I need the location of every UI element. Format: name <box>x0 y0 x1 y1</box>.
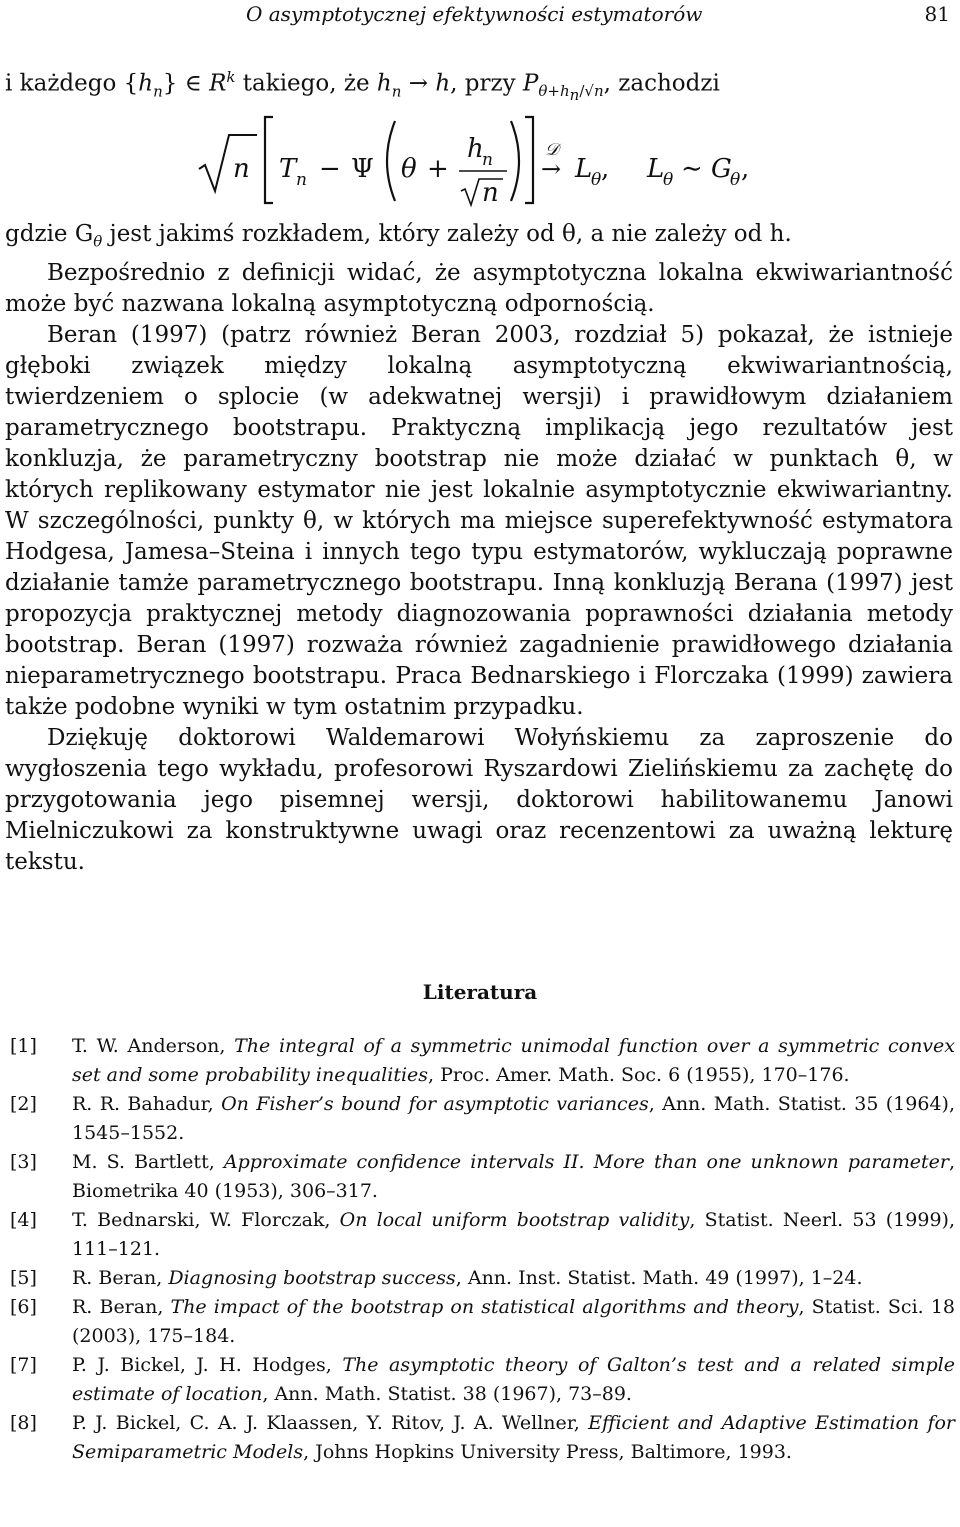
svg-text:n: n <box>482 150 493 171</box>
reference-item: [5] R. Beran, Diagnosing bootstrap success, Ann. Inst. Statist. Math. 49 (1997), 1–24. <box>10 1267 863 1289</box>
reference-item: [8] P. J. Bickel, C. A. J. Klaassen, Y. Ritov, J. A. Wellner, Efficient and Adaptive Estimation for Semiparametric Models, Johns Hopkins University Press, Baltimore, 1993. <box>10 1412 955 1463</box>
acknowledgement-paragraph: Dziękuję doktorowi Waldemarowi Wołyńskiemu za zaproszenie do wygłoszenia tego wykładu, profesorowi Ryszardowi Zielińskiemu za zachętę do przygotowania jego pisemnej wersji, doktorowi habilitowanemu Janowi Mielniczukowi za konstruktywne uwagi oraz recenzentowi za uważną lekturę tekstu. <box>5 724 953 875</box>
right-bracket <box>525 117 533 203</box>
right-paren <box>511 121 519 201</box>
equation-graphic <box>195 111 795 211</box>
svg-text:T: T <box>279 154 297 185</box>
reference-item: [2] R. R. Bahadur, On Fisher’s bound for asymptotic variances, Ann. Math. Statist. 35 (1964), 1545–1552. <box>10 1093 955 1144</box>
paragraph-2: Beran (1997) (patrz również Beran 2003, rozdział 5) pokazał, że istnieje głęboki związek między lokalną asymptotyczną ekwiwariantnością, twierdzeniem o splocie (w adekwatnej wersji) i prawidłowym działaniem parametrycznego bootstrapu. Praktyczną implikacją jego rezultatów jest konkluzja, że parametryczny bootstrap nie może działać w punktach θ, w których replikowany estymator nie jest lokalnie asymptotycznie ekwiwariantny. W szczególności, punkty θ, w których ma miejsce superefektywność estymatora Hodgesa, Jamesa–Steina i innych tego typu estymatorów, wykluczają poprawne działanie tamże parametrycznego bootstrapu. Inną konkluzją Berana (1997) jest propozycja praktycznej metody diagnozowania poprawności działania metody bootstrap. Beran (1997) rozważa również zagadnienie prawidłowego działania nieparametrycznego bootstrapu. Praca Bednarskiego i Florczaka (1999) zawiera także podobne wyniki w tym ostatnim przypadku. <box>5 321 953 720</box>
svg-text:G: G <box>711 154 732 185</box>
running-header <box>0 2 960 28</box>
svg-text:−: − <box>319 154 341 185</box>
left-paren <box>387 121 395 201</box>
svg-text:n: n <box>482 178 499 209</box>
svg-text:L: L <box>575 154 593 185</box>
paragraph-1: Bezpośrednio z definicji widać, że asymptotyczna lokalna ekwiwariantność może być nazwana lokalną asymptotyczną odpornością. <box>5 259 953 317</box>
svg-text:+: + <box>427 154 449 185</box>
reference-item: [6] R. Beran, The impact of the bootstrap on statistical algorithms and theory, Statist. Sci. 18 (2003), 175–184. <box>10 1296 955 1347</box>
svg-text:∼: ∼ <box>681 154 703 185</box>
svg-text:→: → <box>541 155 562 184</box>
svg-text:L: L <box>647 154 665 185</box>
intro-line: i każdego $\{h_n\}$ ∈ $R^k$ takiego, że $h_n \to h$, przy $P_{\theta+h_n/√n}$, zachodzi <box>5 68 720 105</box>
reference-list <box>10 1032 955 1467</box>
svg-text:𝒟: 𝒟 <box>545 140 559 161</box>
svg-text:,: , <box>601 154 610 185</box>
left-bracket <box>265 117 273 203</box>
svg-text:n: n <box>296 170 307 191</box>
main-text <box>5 62 953 878</box>
after-equation-line: gdzie $G_\theta$ jest jakimś rozkładem, który zależy od θ, a nie zależy od h. <box>5 221 792 251</box>
page-number: 81 <box>924 2 950 26</box>
sqrt-n: n <box>233 154 250 185</box>
reference-item: [7] P. J. Bickel, J. H. Hodges, The asymptotic theory of Galton’s test and a related simple estimate of location, Ann. Math. Statist. 38 (1967), 73–89. <box>10 1354 955 1405</box>
svg-text:θ: θ <box>663 170 674 191</box>
reference-item: [4] T. Bednarski, W. Florczak, On local uniform bootstrap validity, Statist. Neerl. 53 (1999), 111–121. <box>10 1209 955 1260</box>
reference-item: [1] T. W. Anderson, The integral of a symmetric unimodal function over a symmetric convex set and some probability inequalities, Proc. Amer. Math. Soc. 6 (1955), 170–176. <box>10 1035 955 1086</box>
svg-text:h: h <box>467 134 484 165</box>
svg-text:θ: θ <box>730 170 741 191</box>
literature-heading: Literatura <box>422 980 538 1004</box>
running-title: O asymptotycznej efektywności estymatorów <box>246 2 703 26</box>
svg-text:θ: θ <box>401 154 417 185</box>
svg-text:Ψ: Ψ <box>351 154 374 185</box>
svg-text:θ: θ <box>591 170 602 191</box>
svg-text:,: , <box>741 154 750 185</box>
reference-item: [3] M. S. Bartlett, Approximate confidence intervals II. More than one unknown parameter, Biometrika 40 (1953), 306–317. <box>10 1151 955 1202</box>
display-equation <box>5 111 953 219</box>
